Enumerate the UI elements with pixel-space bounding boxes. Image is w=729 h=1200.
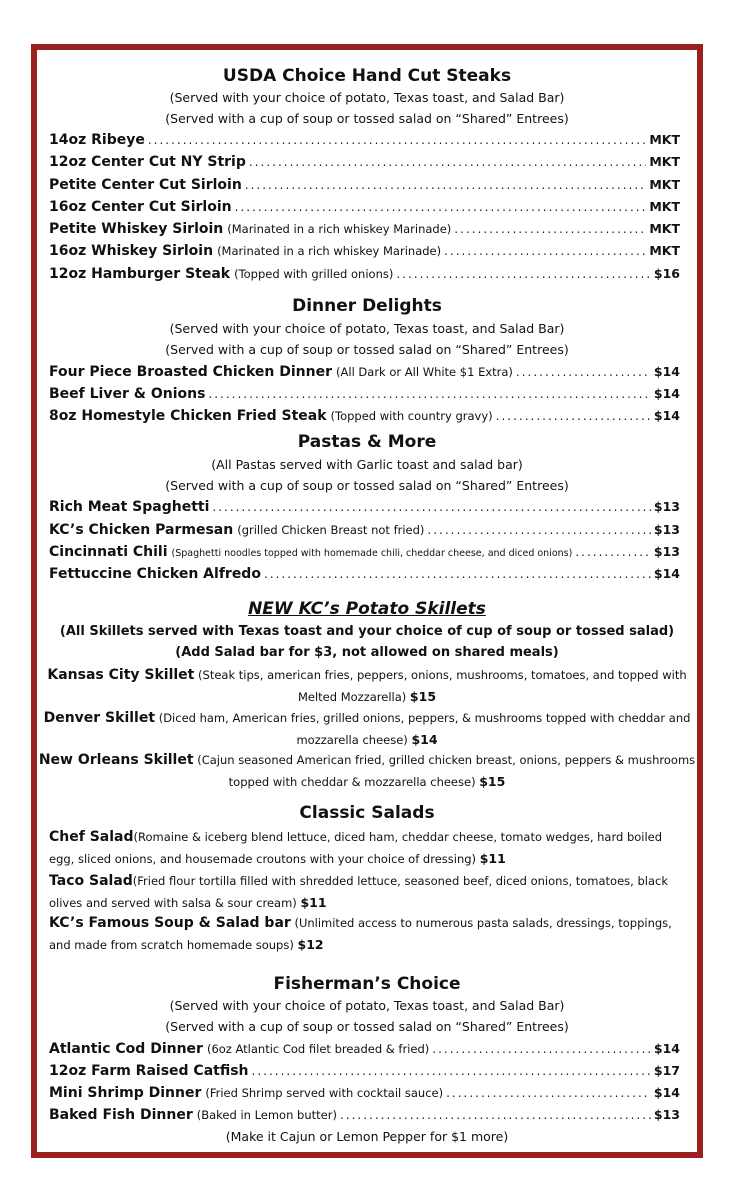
item-price: $13 <box>653 1107 680 1122</box>
item-price: $14 <box>653 566 680 581</box>
section-title-pastas: Pastas & More <box>297 432 437 452</box>
salad-item <box>49 870 689 914</box>
item-name: Petite Whiskey Sirloin <box>49 221 224 237</box>
item-description: (All Dark or All White $1 Extra) <box>336 365 513 379</box>
item-name: Rich Meat Spaghetti <box>49 499 210 515</box>
item-description: (Spaghetti noodles topped with homemade chili, cheddar cheese, and diced onions) <box>171 548 573 559</box>
section-title-dinner: Dinner Delights <box>292 296 442 316</box>
item-description: (Unlimited access to numerous pasta salads, dressings, toppings, and made from scratch homemade soups) <box>49 916 672 952</box>
section-note: (All Pastas served with Garlic toast and salad bar) <box>211 457 523 472</box>
item-name: Beef Liver & Onions <box>49 386 206 402</box>
item-price: MKT <box>649 199 680 214</box>
leader-dots <box>516 361 651 383</box>
leader-dots <box>235 196 647 218</box>
item-name: Mini Shrimp Dinner <box>49 1085 202 1101</box>
item-price: $17 <box>653 1063 680 1078</box>
item-name: 8oz Homestyle Chicken Fried Steak <box>49 408 327 424</box>
item-name: Denver Skillet <box>43 710 156 726</box>
item-description: (Baked in Lemon butter) <box>196 1108 337 1122</box>
item-price: $14 <box>653 1041 680 1056</box>
leader-dots <box>396 263 651 285</box>
leader-dots <box>208 383 650 405</box>
item-name: Atlantic Cod Dinner <box>49 1041 203 1057</box>
menu-item <box>49 383 680 405</box>
item-price: $13 <box>653 544 680 559</box>
menu-item <box>49 1038 680 1060</box>
item-price: $14 <box>411 732 438 747</box>
leader-dots <box>212 496 651 518</box>
section-note: (Served with a cup of soup or tossed salad on “Shared” Entrees) <box>165 478 569 493</box>
item-name: 12oz Farm Raised Catfish <box>49 1063 249 1079</box>
item-description: (Steak tips, american fries, peppers, onions, mushrooms, tomatoes, and topped with Melted Mozzarella) <box>198 668 687 704</box>
item-price: $14 <box>653 408 680 423</box>
item-price: $14 <box>653 1085 680 1100</box>
menu-item <box>49 129 680 151</box>
menu-item <box>49 361 680 383</box>
leader-dots <box>496 405 651 427</box>
leader-dots <box>575 541 651 563</box>
item-name: Chef Salad <box>49 829 134 845</box>
item-name: Kansas City Skillet <box>47 667 195 683</box>
section-title-fish: Fisherman’s Choice <box>273 974 461 994</box>
section-note: (Add Salad bar for $3, not allowed on shared meals) <box>175 645 559 660</box>
leader-dots <box>427 519 650 541</box>
item-description: (Topped with country gravy) <box>330 409 493 423</box>
item-description: (Romaine & iceberg blend lettuce, diced ham, cheddar cheese, tomato wedges, hard boiled egg, sliced onions, and housemade croutons with your choice of dressing) <box>49 830 663 866</box>
menu-item <box>49 496 680 518</box>
item-price: MKT <box>649 132 680 147</box>
item-name: Four Piece Broasted Chicken Dinner <box>49 364 333 380</box>
footnote: (Make it Cajun or Lemon Pepper for $1 more) <box>225 1129 509 1144</box>
salad-item <box>49 826 689 870</box>
item-name: KC’s Famous Soup & Salad bar <box>49 915 291 931</box>
item-description: (Cajun seasoned American fried, grilled chicken breast, onions, peppers & mushrooms topped with cheddar & mozzarella cheese) <box>197 753 696 789</box>
item-price: MKT <box>649 243 680 258</box>
item-price: $15 <box>479 774 506 789</box>
item-name: 14oz Ribeye <box>49 132 145 148</box>
leader-dots <box>249 151 646 173</box>
section-title-salads: Classic Salads <box>299 803 435 823</box>
item-name: Fettuccine Chicken Alfredo <box>49 566 261 582</box>
item-price: MKT <box>649 154 680 169</box>
leader-dots <box>264 563 651 585</box>
leader-dots <box>245 174 647 196</box>
section-note: (Served with a cup of soup or tossed salad on “Shared” Entrees) <box>165 1019 569 1034</box>
section-note: (Served with a cup of soup or tossed salad on “Shared” Entrees) <box>165 342 569 357</box>
menu-item <box>49 1082 680 1104</box>
menu-item <box>49 519 680 541</box>
menu-item <box>49 151 680 173</box>
item-name: 12oz Center Cut NY Strip <box>49 154 246 170</box>
item-name: 16oz Center Cut Sirloin <box>49 199 232 215</box>
item-name: Baked Fish Dinner <box>49 1107 193 1123</box>
menu-item <box>49 196 680 218</box>
menu-item <box>49 405 680 427</box>
leader-dots <box>148 129 647 151</box>
item-name: New Orleans Skillet <box>38 752 194 768</box>
menu-item <box>49 541 680 565</box>
item-description: (6oz Atlantic Cod filet breaded & fried) <box>206 1042 430 1056</box>
section-title-skillets: NEW KC’s Potato Skillets <box>248 599 486 619</box>
item-price: $15 <box>409 689 437 704</box>
item-name: 16oz Whiskey Sirloin <box>49 243 214 259</box>
item-price: $13 <box>653 522 680 537</box>
item-description: (Fried Shrimp served with cocktail sauce) <box>205 1086 444 1100</box>
item-price: $13 <box>653 499 680 514</box>
section-note: (Served with a cup of soup or tossed salad on “Shared” Entrees) <box>165 111 569 126</box>
item-name: Petite Center Cut Sirloin <box>49 177 242 193</box>
leader-dots <box>446 1082 651 1104</box>
menu-item <box>49 1060 680 1082</box>
item-price: $14 <box>653 386 680 401</box>
item-description: (Marinated in a rich whiskey Marinade) <box>217 244 442 258</box>
menu-item <box>49 240 680 262</box>
skillet-item <box>37 749 697 793</box>
item-price: $16 <box>653 266 680 281</box>
leader-dots <box>340 1104 651 1126</box>
item-name: Cincinnati Chili <box>49 544 168 560</box>
item-description: (grilled Chicken Breast not fried) <box>237 523 425 537</box>
item-description: (Diced ham, American fries, grilled onions, peppers, & mushrooms topped with cheddar and mozzarella cheese) <box>158 711 691 747</box>
section-note: (All Skillets served with Texas toast and your choice of cup of soup or tossed salad) <box>59 624 675 639</box>
menu-item <box>49 218 680 240</box>
section-note: (Served with your choice of potato, Texas toast, and Salad Bar) <box>169 998 565 1013</box>
section-note: (Served with your choice of potato, Texas toast, and Salad Bar) <box>169 90 565 105</box>
leader-dots <box>444 240 646 262</box>
section-title-steaks: USDA Choice Hand Cut Steaks <box>222 66 512 86</box>
item-name: 12oz Hamburger Steak <box>49 266 231 282</box>
item-price: MKT <box>649 221 680 236</box>
salad-item <box>49 912 689 956</box>
item-description: (Marinated in a rich whiskey Marinade) <box>227 222 452 236</box>
section-note: (Served with your choice of potato, Texas toast, and Salad Bar) <box>169 321 565 336</box>
menu-item <box>49 174 680 196</box>
leader-dots <box>252 1060 651 1082</box>
menu-frame <box>31 44 703 1158</box>
item-description: (Fried flour tortilla filled with shredded lettuce, seasoned beef, diced onions, tomatoes, black olives and served with salsa & sour cream) <box>49 874 668 910</box>
skillet-item <box>37 707 697 751</box>
item-price: $12 <box>297 937 324 952</box>
item-price: $14 <box>653 364 680 379</box>
leader-dots <box>432 1038 651 1060</box>
item-price: MKT <box>649 177 680 192</box>
item-name: KC’s Chicken Parmesan <box>49 522 234 538</box>
menu-item <box>49 1104 680 1126</box>
menu-item <box>49 263 680 285</box>
item-price: $11 <box>300 895 327 910</box>
item-price: $11 <box>479 851 506 866</box>
leader-dots <box>454 218 646 240</box>
item-name: Taco Salad <box>49 873 133 889</box>
item-description: (Topped with grilled onions) <box>234 267 394 281</box>
skillet-item <box>37 664 697 708</box>
menu-item <box>49 563 680 585</box>
